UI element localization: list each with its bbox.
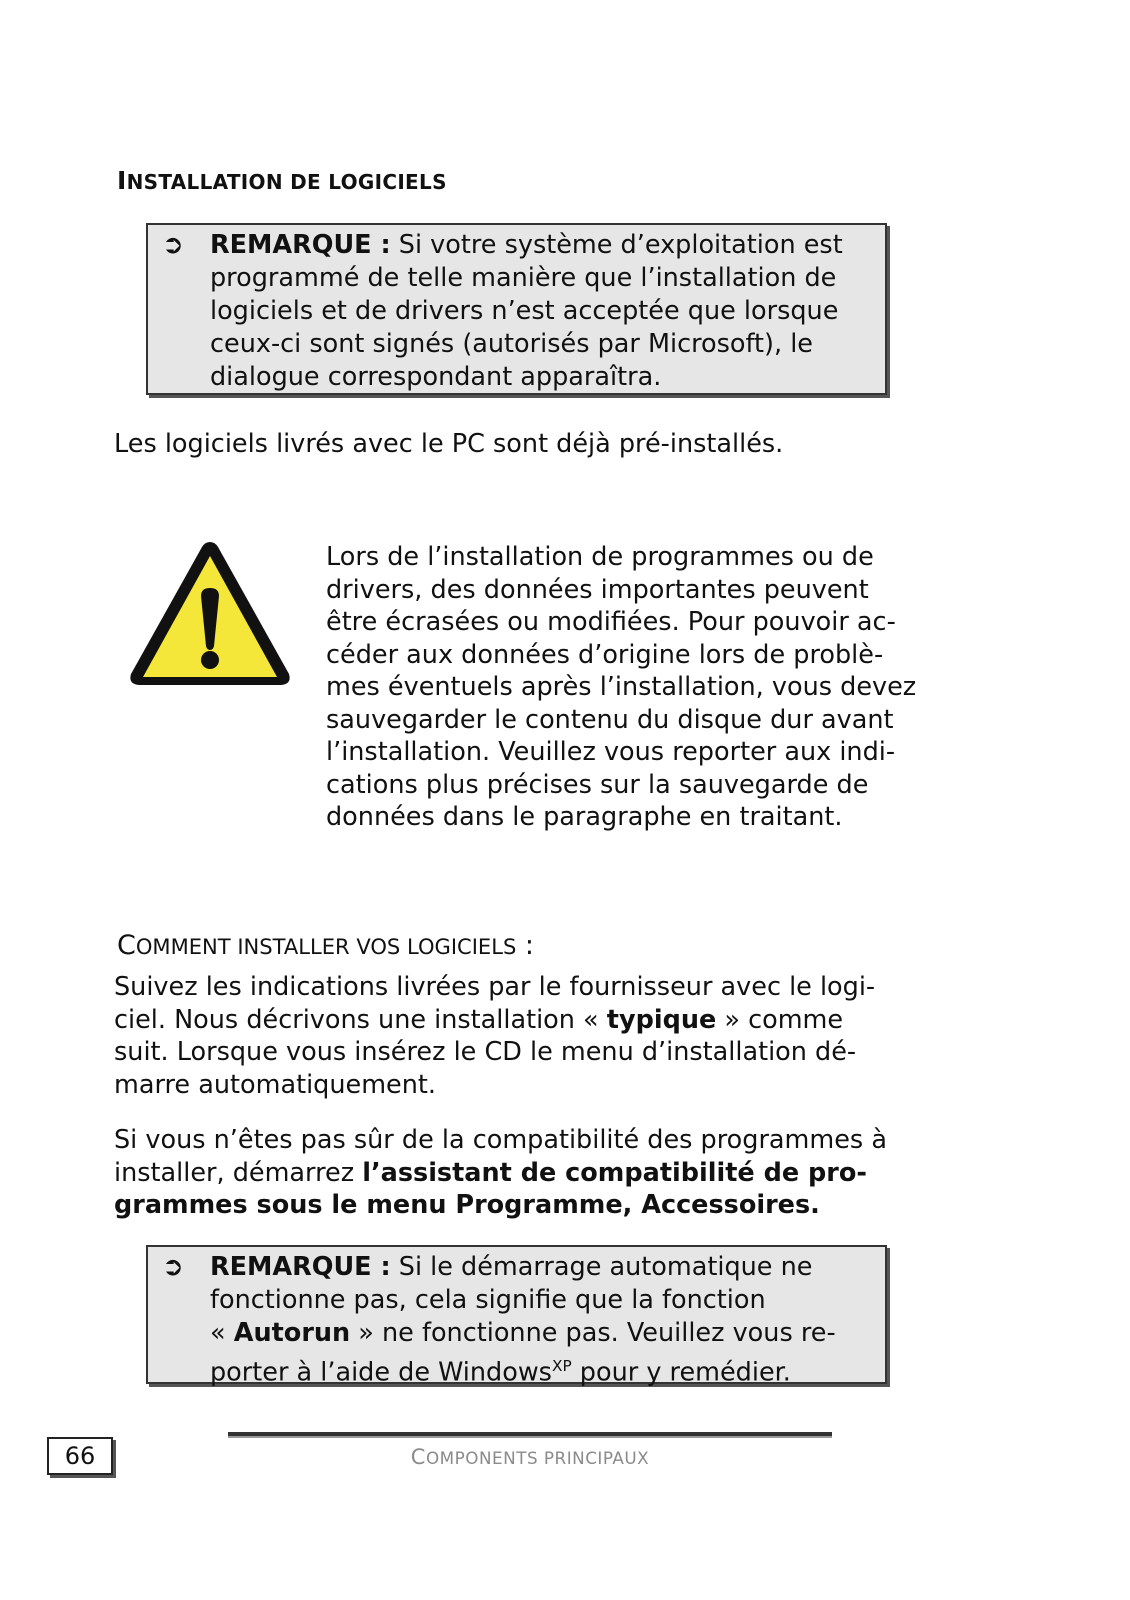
paragraph-line: ciel. Nous décrivons une installation « typique » comme [114,1004,844,1035]
section-heading-initial: I [117,166,127,195]
windows-xp-superscript: XP [551,1357,572,1375]
page-number: 66 [47,1437,113,1475]
intro-line: Les logiciels livrés avec le PC sont déjà pré-installés. [114,429,784,459]
compatibility-paragraph [114,1124,887,1222]
subsection-heading [117,930,534,961]
typique-emphasis: typique [606,1004,717,1035]
remark-line: porter à l’aide de Windows$^{XP}$ pour y remédier. [210,1357,791,1388]
warning-line: données dans le paragraphe en traitant. [326,802,843,832]
warning-line: mes éventuels après l’installation, vous devez [326,672,917,702]
remark-line: Si votre système d’exploitation est [390,230,843,260]
remark-label: REMARQUE : [210,230,391,260]
warning-line: Lors de l’installation de programmes ou de [326,542,874,572]
remark-line: logiciels et de drivers n’est acceptée que lorsque [210,296,839,326]
remark-line: programmé de telle manière que l’installation de [210,263,837,293]
remark-text [210,229,873,394]
paragraph-line: Si vous n’êtes pas sûr de la compatibilité des programmes à [114,1125,887,1155]
subsection-heading-initial: C [117,930,136,961]
footer-divider [228,1432,832,1436]
subsection-heading-colon: : [516,930,535,961]
section-heading-rest: NSTALLATION DE LOGICIELS [126,170,447,194]
remark-line: dialogue correspondant apparaîtra. [210,362,662,392]
warning-line: l’installation. Veuillez vous reporter aux indi- [326,737,896,767]
paragraph-line: marre automatiquement. [114,1069,436,1100]
intro-paragraph [114,428,783,461]
section-heading [117,166,447,195]
footer-title-initial: C [410,1445,426,1469]
remark-line: « Autorun » ne fonctionne pas. Veuillez vous re- [210,1318,836,1348]
warning-paragraph [326,541,916,834]
warning-line: sauvegarder le contenu du disque dur avant [326,704,894,735]
remark-line: ceux-ci sont signés (autorisés par Microsoft), le [210,329,813,359]
footer-title-rest: OMPONENTS PRINCIPAUX [425,1448,650,1468]
remark-text [210,1251,873,1390]
autorun-emphasis: Autorun [233,1318,351,1348]
remark-label: REMARQUE : [210,1252,391,1282]
assistant-emphasis: l’assistant de compatibilité de pro- [362,1157,867,1188]
remark-box-autorun [146,1245,887,1388]
warning-line: céder aux données d’origine lors de problè- [326,639,884,670]
subsection-heading-rest: OMMENT INSTALLER VOS LOGICIELS [135,934,517,959]
remark-box-signed-drivers [146,223,887,395]
install-paragraph [114,971,875,1101]
paragraph-line: installer, démarrez l’assistant de compatibilité de pro- [114,1157,867,1188]
arrow-bullet-icon: ➲ [162,1252,184,1282]
paragraph-line: grammes sous le menu Programme, Accessoires. [114,1190,820,1220]
remark-line: Si le démarrage automatique ne [390,1252,813,1282]
warning-triangle-icon [127,538,293,688]
warning-line: cations plus précises sur la sauvegarde de [326,769,869,800]
remark-line: fonctionne pas, cela signifie que la fonction [210,1285,766,1315]
paragraph-line: suit. Lorsque vous insérez le CD le menu d’installation dé- [114,1037,857,1067]
paragraph-line: Suivez les indications livrées par le fournisseur avec le logi- [114,972,876,1002]
warning-line: être écrasées ou modifiées. Pour pouvoir ac- [326,607,896,637]
warning-line: drivers, des données importantes peuvent [326,574,869,605]
footer-title [228,1445,832,1469]
warning-icon [127,538,293,688]
arrow-bullet-icon: ➲ [162,230,184,260]
